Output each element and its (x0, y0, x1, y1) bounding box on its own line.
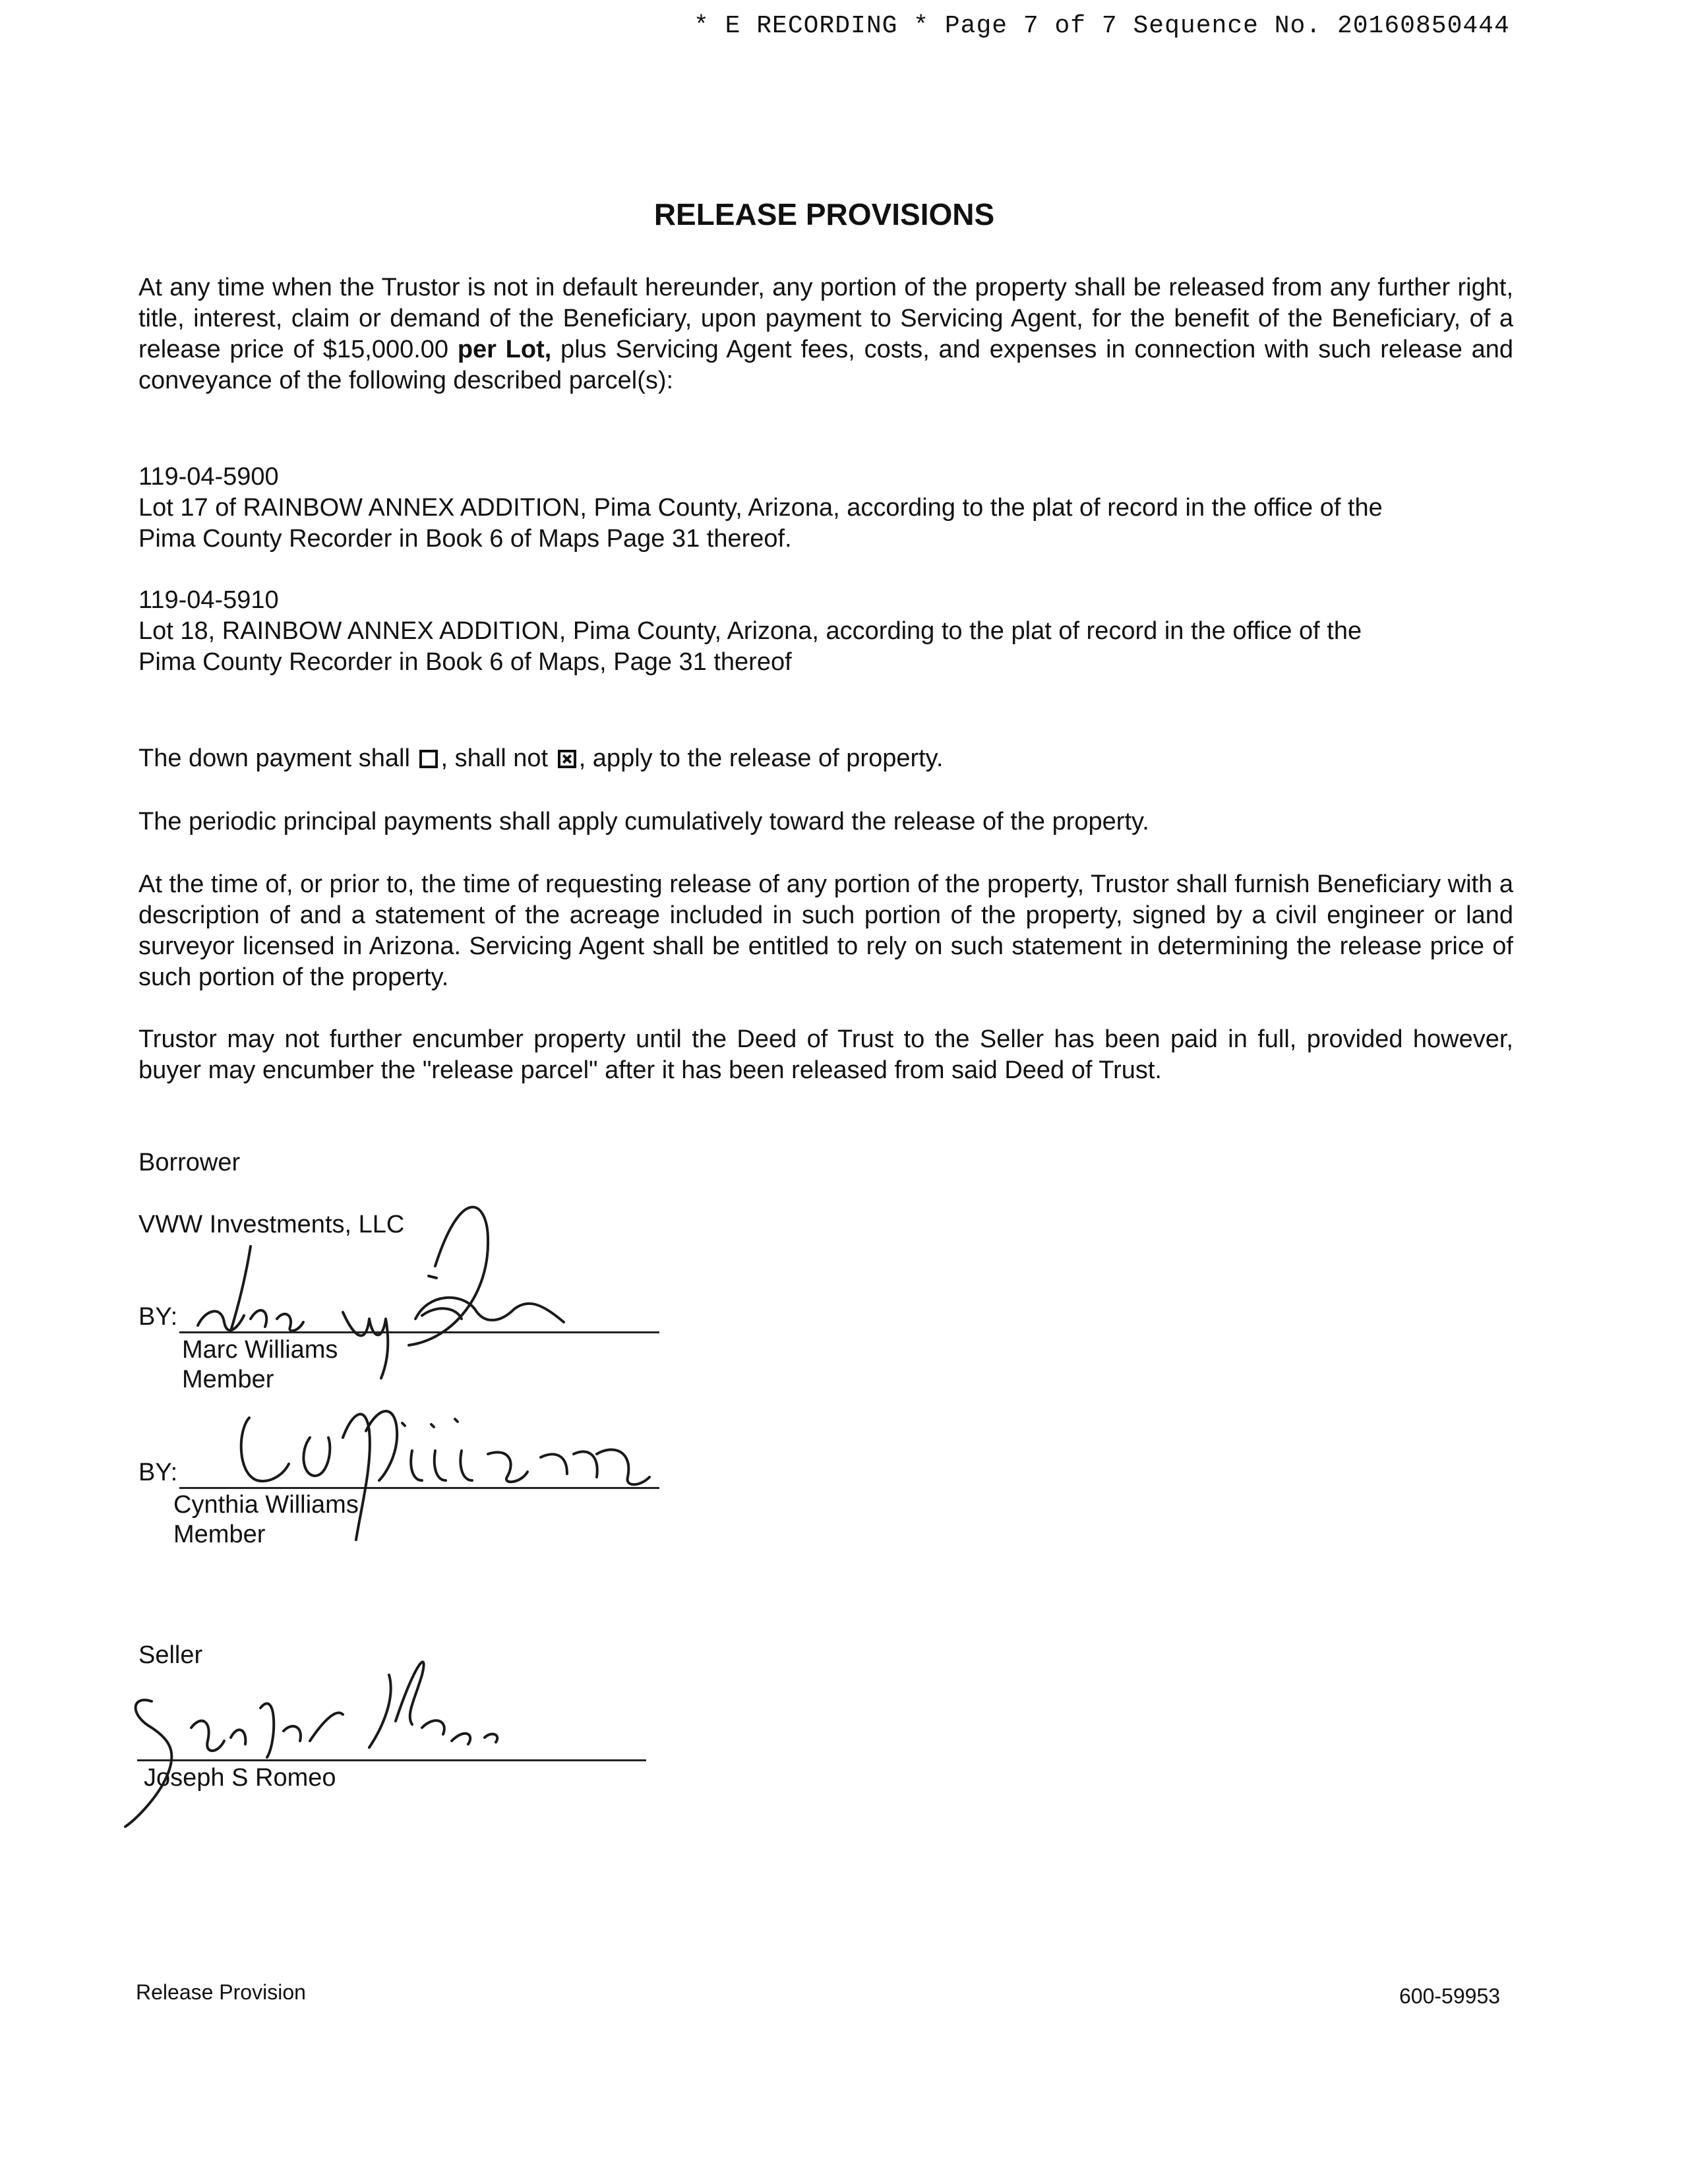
parcel-description: Lot 17 of RAINBOW ANNEX ADDITION, Pima County, Arizona, according to the plat of record in the office of the (138, 494, 1383, 522)
borrower-company: VWW Investments, LLC (138, 1211, 405, 1238)
signer-title: Member (173, 1521, 266, 1548)
parcel-description: Pima County Recorder in Book 6 of Maps, Page 31 thereof (138, 648, 792, 676)
footer-document-name: Release Provision (136, 1980, 306, 2004)
signer-name: Marc Williams (182, 1336, 338, 1364)
parcel-number: 119-04-5910 (138, 586, 279, 614)
encumber-paragraph: Trustor may not further encumber property until the Deed of Trust to the Seller has been paid in full, provided however, buyer may encumber the "release parcel" after it has been released from said Deed of Trust. (138, 1025, 1513, 1084)
by-label: BY: (138, 1303, 178, 1331)
down-payment-text-a: The down payment shall (138, 744, 410, 772)
borrower-label: Borrower (138, 1149, 241, 1176)
footer-document-number: 600-59953 (1399, 1984, 1501, 2008)
down-payment-text-c: , apply to the release of property. (578, 744, 944, 772)
periodic-payments-text: The periodic principal payments shall apply cumulatively toward the release of the property. (138, 808, 1149, 835)
acreage-paragraph: At the time of, or prior to, the time of requesting release of any portion of the property, Trustor shall furnish Beneficiary with a description of and a statement of the acreage included in such portion of the property, signed by a civil engineer or land surveyor licensed in Arizona. Servicing Agent shall be entitled to rely on such statement in determining the release price of such portion of the property. (138, 870, 1513, 991)
intro-text-2: plus Servicing Agent fees, costs, and expenses in connection with such release and conveyance of the following described parcel(s): (138, 336, 1514, 394)
recording-header: * E RECORDING * Page 7 of 7 Sequence No. 20160850444 (694, 12, 1510, 40)
seller-label: Seller (138, 1641, 203, 1669)
intro-bold: per Lot, (457, 336, 552, 363)
by-label: BY: (138, 1459, 178, 1486)
parcel-number: 119-04-5900 (138, 463, 279, 491)
signer-title: Member (182, 1366, 274, 1393)
parcel-description: Pima County Recorder in Book 6 of Maps Page 31 thereof. (138, 525, 792, 553)
parcel-description: Lot 18, RAINBOW ANNEX ADDITION, Pima County, Arizona, according to the plat of record in the office of the (138, 617, 1362, 645)
seller-name: Joseph S Romeo (144, 1764, 336, 1792)
intro-text-1: At any time when the Trustor is not in default hereunder, any portion of the property shall be released from any further right, title, interest, claim or demand of the Beneficiary, upon payment to Servicing Agent, for the benefit of the Beneficiary, of a release price of $15,000.00 (138, 274, 1513, 363)
page-title: RELEASE PROVISIONS (653, 197, 995, 231)
signer-name: Cynthia Williams (173, 1491, 359, 1519)
down-payment-text-b: , shall not (440, 744, 549, 772)
